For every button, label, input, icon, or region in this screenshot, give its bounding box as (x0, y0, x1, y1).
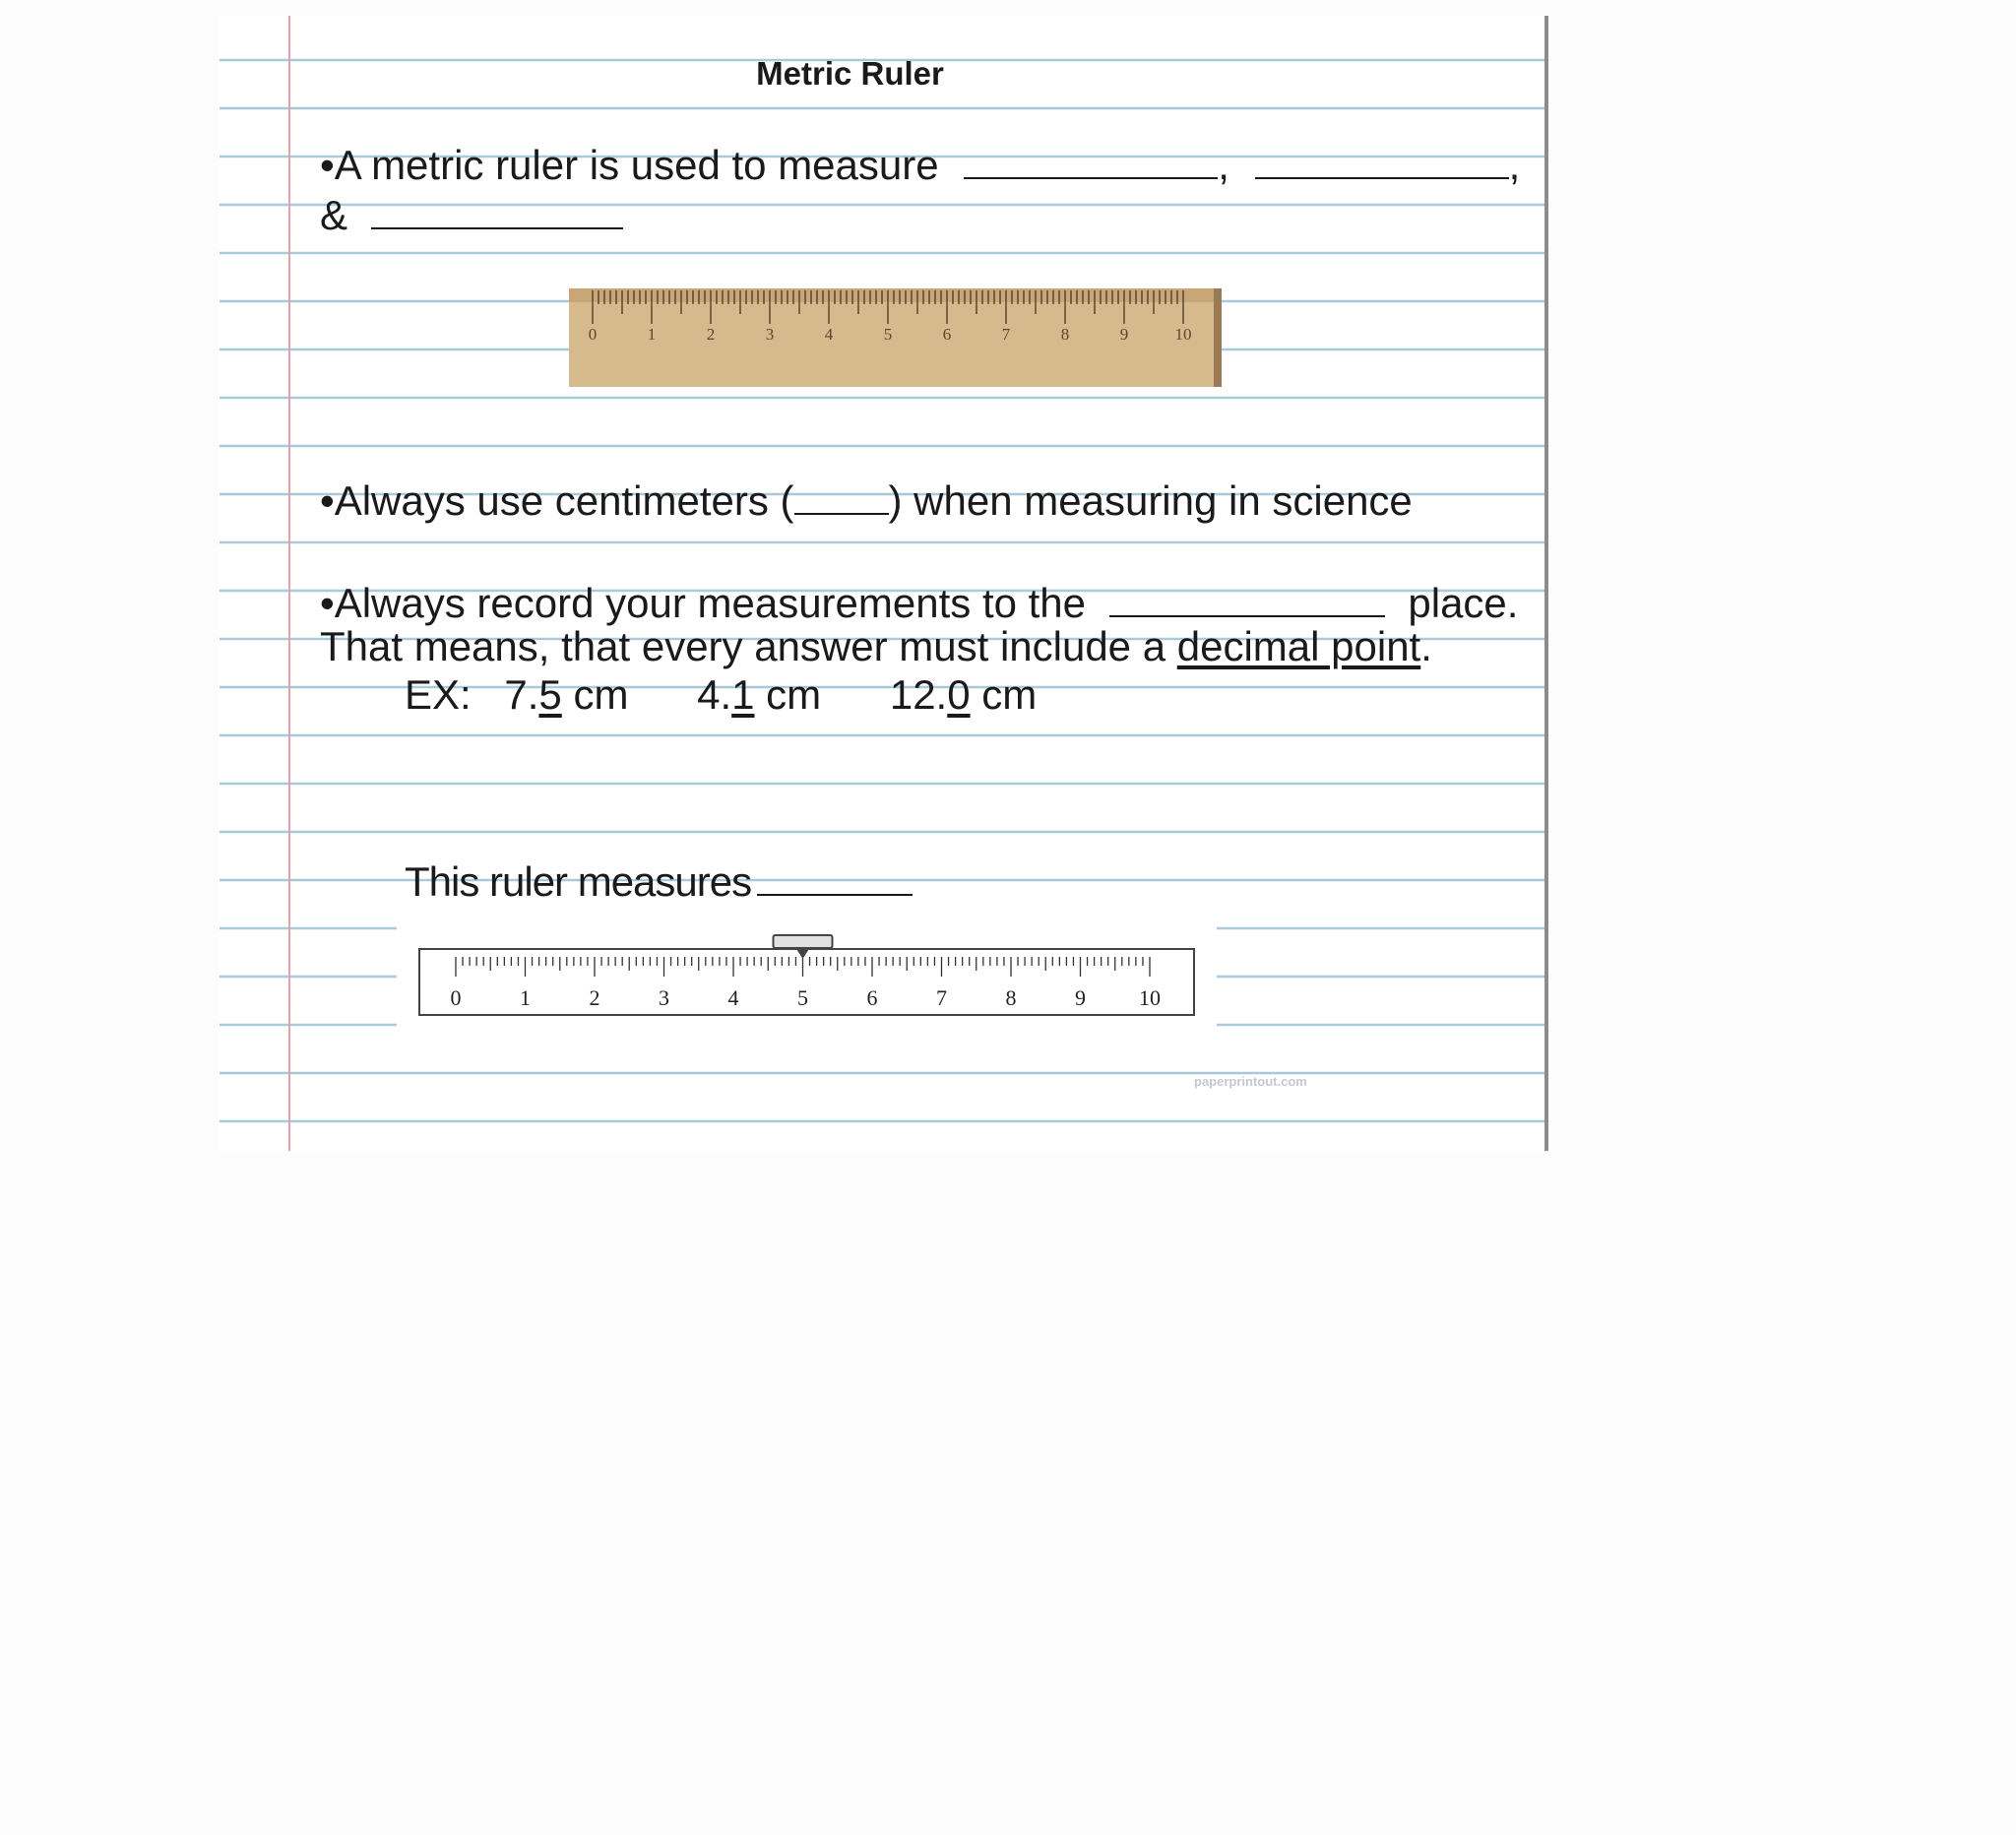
cm-tick-label: 9 (1075, 985, 1086, 1010)
notebook-paper (220, 16, 1548, 1151)
paper-right-border (1544, 16, 1548, 1151)
text-line-record (320, 574, 1518, 627)
text-line-decimal (320, 623, 1432, 670)
slider-handle (774, 935, 833, 948)
wood-tick-label: 10 (1174, 325, 1192, 344)
cm-tick-label: 0 (450, 985, 462, 1010)
watermark: paperprintout.com (1194, 1074, 1307, 1089)
decimal-before: That means, that every answer must include a (320, 623, 1166, 669)
cm-tick-label: 7 (936, 985, 947, 1010)
examples-label: EX: (405, 671, 472, 718)
centimeter-ruler-diagram (397, 921, 1217, 1049)
wood-end (1214, 288, 1222, 387)
cm-tick-label: 8 (1005, 985, 1017, 1010)
example-item: 4.1 cm (697, 671, 822, 718)
cm-tick-label: 10 (1139, 985, 1161, 1010)
centimeters-after: ) when measuring in science (888, 477, 1413, 524)
record-after: place. (1408, 580, 1519, 626)
wood-tick-label: 1 (647, 325, 657, 344)
blank-ruler-answer (757, 853, 913, 896)
text-line-and (320, 186, 623, 239)
margin-line (288, 16, 290, 1151)
cm-tick-label: 6 (866, 985, 878, 1010)
measure-statement: •A metric ruler is used to measure (320, 142, 939, 188)
text-line-ruler-measures (405, 853, 913, 906)
wood-tick-label: 7 (1001, 325, 1011, 344)
example-item: 12.0 cm (889, 671, 1038, 718)
cm-tick-label: 2 (589, 985, 600, 1010)
wood-tick-label: 0 (588, 325, 598, 344)
wood-tick-label: 2 (706, 325, 716, 344)
decimal-after: . (1420, 623, 1432, 669)
wood-tick-label: 4 (824, 325, 834, 344)
centimeters-before: •Always use centimeters ( (320, 477, 794, 524)
example-item: 7.5 cm (504, 671, 629, 718)
comma-2: , (1508, 142, 1521, 188)
cm-tick-label: 3 (659, 985, 669, 1010)
page-title: Metric Ruler (756, 55, 944, 92)
wood-tick-label: 6 (942, 325, 952, 344)
ampersand: & (320, 192, 348, 238)
ruler-measures-label: This ruler measures (405, 858, 752, 905)
wooden-ruler-image (569, 288, 1222, 387)
text-line-centimeters (320, 472, 1413, 525)
cm-tick-label: 4 (727, 985, 739, 1010)
examples-line (405, 671, 1037, 719)
cm-tick-label: 1 (520, 985, 531, 1010)
blank-3 (371, 186, 623, 229)
text-line-measure (320, 136, 1520, 189)
blank-unit (794, 472, 889, 515)
decimal-point-underlined: decimal point (1176, 623, 1421, 669)
wood-tick-label: 8 (1060, 325, 1070, 344)
blank-1 (964, 136, 1218, 179)
blank-2 (1255, 136, 1509, 179)
wood-tick-label: 3 (765, 325, 775, 344)
record-before: •Always record your measurements to the (320, 580, 1087, 626)
wood-tick-label: 5 (883, 325, 893, 344)
blank-place (1109, 574, 1385, 617)
comma-1: , (1218, 142, 1229, 188)
cm-tick-label: 5 (797, 985, 808, 1010)
wood-tick-label: 9 (1119, 325, 1129, 344)
